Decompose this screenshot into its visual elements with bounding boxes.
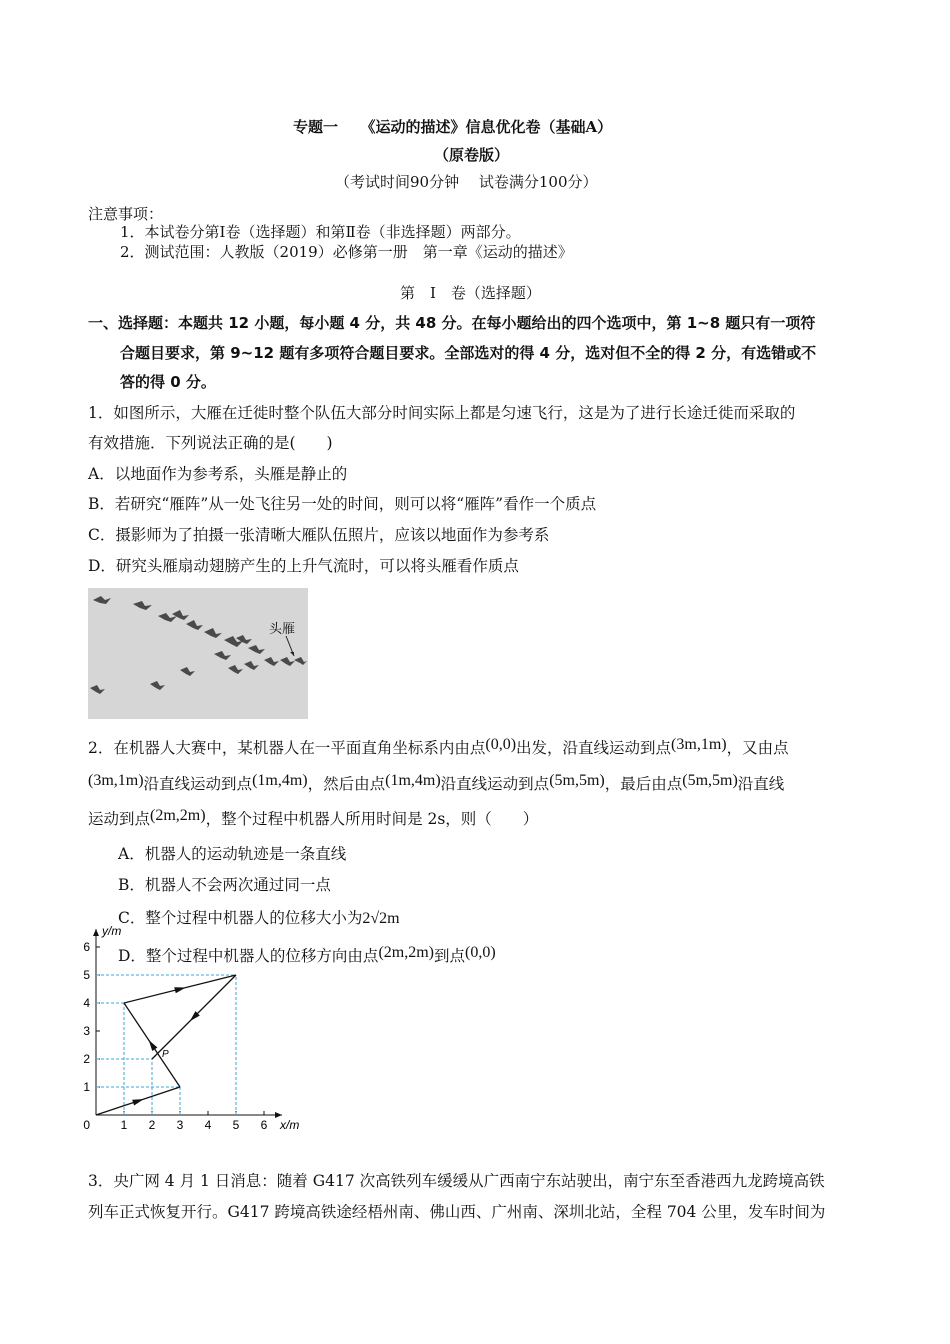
q2-text: 沿直线运动到点 bbox=[440, 775, 550, 793]
q2-text: 沿直线 bbox=[737, 775, 785, 793]
y-tick-label: 6 bbox=[83, 940, 90, 954]
q1-stem-line-1: 1．如图所示，大雁在迁徙时整个队伍大部分时间实际上都是匀速飞行，这是为了进行长途迁徙而采取的 bbox=[88, 404, 796, 422]
y-tick-label: 1 bbox=[83, 1080, 90, 1094]
x-tick-label: 2 bbox=[148, 1118, 156, 1132]
direction-arrow bbox=[174, 987, 186, 993]
q2-line-1 bbox=[88, 738, 789, 759]
q3-line-2: 列车正式恢复开行。G417 跨境高铁途经梧州南、佛山西、广州南、深圳北站，全程 704 公里，发车时间为 bbox=[88, 1203, 826, 1221]
q2-text: 出发，沿直线运动到点 bbox=[516, 739, 672, 757]
section-title: 第 Ⅰ 卷（选择题） bbox=[400, 284, 541, 302]
y-axis-label: y/m bbox=[102, 924, 122, 938]
exam-info: （考试时间90分钟 试卷满分100分） bbox=[335, 173, 598, 191]
direction-arrow bbox=[132, 1099, 144, 1105]
coord: (3m,1m) bbox=[88, 772, 144, 789]
q1-stem-line-2: 有效措施．下列说法正确的是( ) bbox=[88, 434, 333, 452]
y-tick-label: 4 bbox=[83, 996, 90, 1010]
q2-line-2 bbox=[88, 774, 784, 795]
doc-subtitle: （原卷版） bbox=[434, 146, 510, 164]
coord: (1m,4m) bbox=[385, 772, 441, 789]
geese-photo bbox=[88, 588, 308, 719]
x-axis-label: x/m bbox=[280, 1118, 300, 1132]
x-tick-label: 1 bbox=[120, 1118, 128, 1132]
coord: (2m,2m) bbox=[150, 807, 206, 824]
notice-item-1: 1．本试卷分第Ⅰ卷（选择题）和第Ⅱ卷（非选择题）两部分。 bbox=[120, 223, 521, 241]
q2-option-c bbox=[118, 908, 400, 929]
instructions-line-2: 合题目要求，第 9~12 题有多项符合题目要求。全部选对的得 4 分，选对但不全的得 2 分，有选错或不 bbox=[120, 344, 817, 362]
q2-option-a: A．机器人的运动轨迹是一条直线 bbox=[118, 845, 347, 863]
y-tick-label: 2 bbox=[83, 1052, 90, 1066]
q2-text: ，然后由点 bbox=[307, 775, 386, 793]
notice-item-2: 2．测试范围：人教版（2019）必修第一册 第一章《运动的描述》 bbox=[120, 243, 573, 261]
q2-text: ，整个过程中机器人所用时间是 2s，则（ ） bbox=[205, 810, 539, 828]
point-p-label: P bbox=[162, 1049, 169, 1060]
q2-text: ，又由点 bbox=[726, 739, 789, 757]
y-axis-arrow bbox=[93, 929, 99, 936]
displacement-value: 2√2m bbox=[362, 910, 400, 927]
coord: (0,0) bbox=[485, 736, 517, 753]
direction-arrow bbox=[149, 1040, 158, 1051]
x-tick-label: 3 bbox=[176, 1118, 184, 1132]
coord: (5m,5m) bbox=[682, 772, 738, 789]
origin-label: 0 bbox=[83, 1118, 90, 1132]
coord: (0,0) bbox=[465, 944, 496, 961]
q2-text: ，最后由点 bbox=[604, 775, 683, 793]
coord: (3m,1m) bbox=[671, 736, 727, 753]
q2-text: 到点 bbox=[433, 947, 465, 965]
q1-option-a: A．以地面作为参考系，头雁是静止的 bbox=[88, 465, 348, 483]
q1-option-d: D．研究头雁扇动翅膀产生的上升气流时，可以将头雁看作质点 bbox=[88, 557, 519, 575]
x-tick-label: 4 bbox=[204, 1118, 212, 1132]
coord: (5m,5m) bbox=[549, 772, 605, 789]
doc-title: 专题一 《运动的描述》信息优化卷（基础A） bbox=[293, 118, 613, 136]
q2-text: 运动到点 bbox=[88, 810, 151, 828]
geese-silhouettes bbox=[88, 588, 308, 719]
y-tick-label: 5 bbox=[83, 968, 90, 982]
y-tick-label: 3 bbox=[83, 1024, 90, 1038]
q2-text: 2．在机器人大赛中，某机器人在一平面直角坐标系内由点 bbox=[88, 739, 486, 757]
instructions-line-3: 答的得 0 分。 bbox=[120, 373, 216, 391]
q1-option-c: C．摄影师为了拍摄一张清晰大雁队伍照片，应该以地面作为参考系 bbox=[88, 526, 550, 544]
lead-goose-label: 头雁 bbox=[269, 622, 296, 637]
notice-heading: 注意事项： bbox=[88, 205, 164, 223]
q2-option-b: B．机器人不会两次通过同一点 bbox=[118, 876, 331, 894]
q3-line-1: 3．央广网 4 月 1 日消息：随着 G417 次高铁列车缓缓从广西南宁东站驶出，南宁东至香港西九龙跨境高铁 bbox=[88, 1172, 825, 1190]
q2-option-c-text: C．整个过程中机器人的位移大小为 bbox=[118, 909, 363, 927]
x-tick-label: 6 bbox=[260, 1118, 268, 1132]
q1-option-b: B．若研究“雁阵”从一处飞往另一处的时间，则可以将“雁阵”看作一个质点 bbox=[88, 495, 597, 513]
x-tick-label: 5 bbox=[232, 1118, 240, 1132]
coord: (1m,4m) bbox=[252, 772, 308, 789]
q2-text: D．整个过程中机器人的位移方向由点 bbox=[118, 947, 379, 965]
q2-line-3 bbox=[88, 809, 538, 830]
coord: (2m,2m) bbox=[378, 944, 434, 961]
instructions-line-1: 一、选择题：本题共 12 小题，每小题 4 分，共 48 分。在每小题给出的四个选项中，第 1~8 题只有一项符 bbox=[88, 314, 816, 332]
q2-option-d bbox=[118, 946, 496, 967]
q2-text: 沿直线运动到点 bbox=[143, 775, 253, 793]
